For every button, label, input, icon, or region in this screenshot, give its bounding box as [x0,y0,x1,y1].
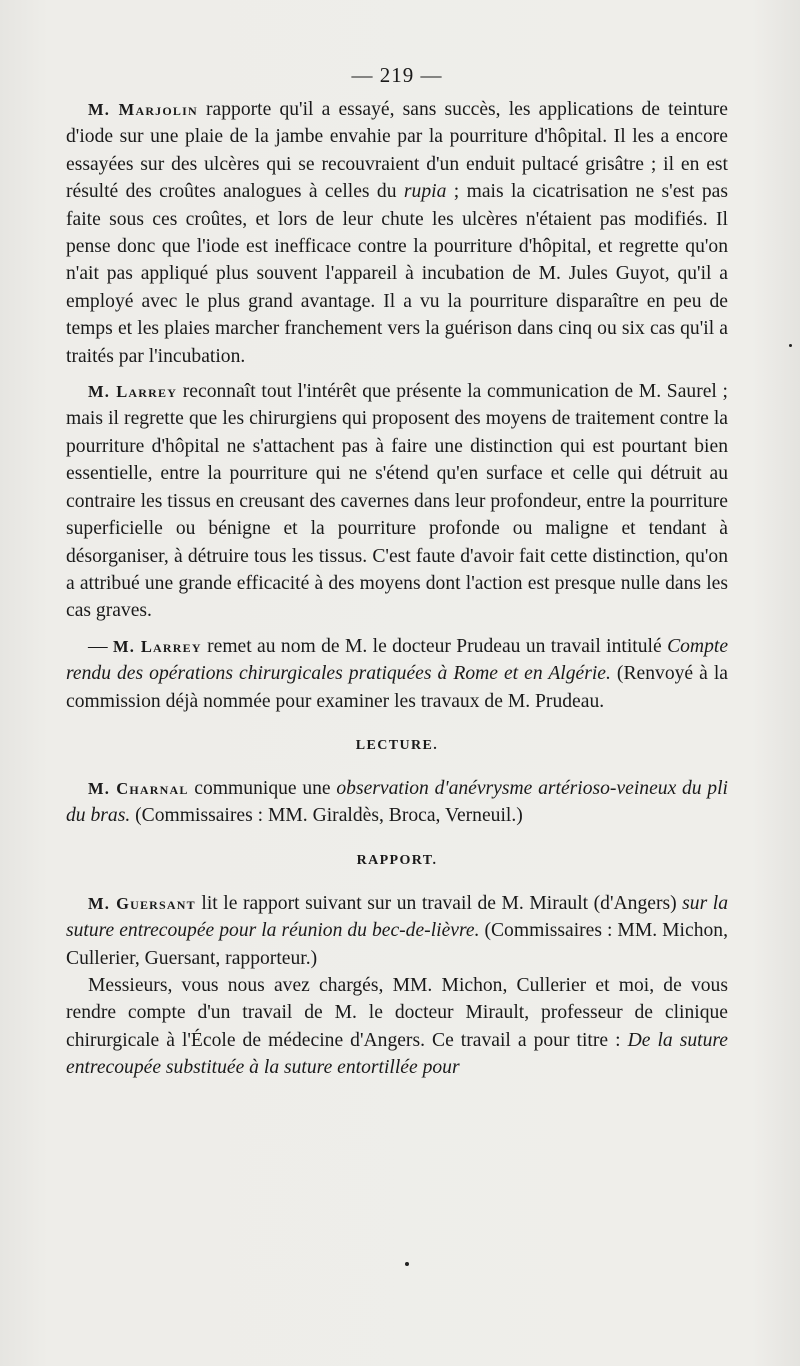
italic-title: sur la suture entrecoupée pour la réunion du bec-de-lièvre. [66,892,729,942]
ink-speck [789,344,792,347]
paragraph-text: ; mais la cicatrisation ne s'est pas faite sous ces croûtes, et lors de leur chute les ulcères n'étaient pas modifiés. Il pense donc que l'iode est inefficace contre la pourriture d'hôpital, et regrette qu'on n'ait pas appliqué plus souvent l'appareil à incubation de M. Jules Guyot, qu'il a employé avec le plus grand avantage. Il a vu la pourriture disparaître en peu de temps et les plaies marcher franchement vers la guérison dans cinq ou six cas qu'il a traités par l'incubation. [66,181,728,367]
italic-title: observation d'anévrysme artérioso-veineux du pli du bras. [66,777,728,827]
paragraph-larrey-1 [66,378,728,625]
paragraph-messieurs [66,972,728,1082]
speaker-name: M. Guersant [88,893,196,913]
italic-title: De la suture entrecoupée substituée à la suture entortillée pour [66,1029,728,1079]
paragraph-marjolin [66,96,728,370]
speaker-name: M. Larrey [88,382,178,402]
italic-term: rupia [403,181,447,203]
em-dash: — [88,635,113,657]
italic-title: Compte rendu des opérations chirurgicales pratiquées à Rome et en Algérie. [66,635,729,685]
paragraph-guersant [66,890,728,972]
paragraph-larrey-2 [66,633,728,715]
paragraph-text: Messieurs, vous nous avez chargés, MM. Michon, Cullerier et moi, de vous rendre compte d'un travail de M. le docteur Mirault, professeur de clinique chirurgicale à l'École de médecine d'Angers. Ce travail a pour titre : [66,974,728,1051]
section-title-lecture: LECTURE. [355,737,439,753]
paragraph-text: (Commissaires : MM. Michon, Cullerier, Guersant, rapporteur.) [66,920,728,969]
paragraph-text: remet au nom de M. le docteur Prudeau un travail intitulé [201,635,668,657]
paragraph-text: (Renvoyé à la commission déjà nommée pour examiner les travaux de M. Prudeau. [66,663,728,712]
paragraph-charnal [66,775,728,830]
speaker-name: M. Larrey [112,636,202,656]
paragraph-text: (Commissaires : MM. Giraldès, Broca, Verneuil.) [130,805,523,827]
paragraph-text: rapporte qu'il a essayé, sans succès, les applications de teinture d'iode sur une plaie de la jambe envahie par la pourriture d'hôpital. Il les a encore essayées sur des ulcères qui se recouvraient d'un enduit pultacé grisâtre ; il en est résulté des croûtes analogues à celles du [66,99,728,203]
paragraph-text: lit le rapport suivant sur un travail de M. Mirault (d'Angers) [195,892,683,914]
page-number: — 219 — [351,63,443,87]
section-title-rapport: RAPPORT. [356,852,438,868]
paragraph-text: reconnaît tout l'intérêt que présente la communication de M. Saurel ; mais il regrette que les chirurgiens qui proposent des moyens de traitement contre la pourriture d'hôpital ne s'attachent pas à faire une distinction qui est pourtant bien essentielle, entre la pourriture qui ne s'étend qu'en surface et celle qui détruit au contraire les tissus en creusant des cavernes dans leur profondeur, entre la pourriture superficielle ou bénigne et la pourriture profonde ou maligne et tendant à désorganiser, à détruire tous les tissus. C'est faute d'avoir fait cette distinction, qu'on a attribué une grande efficacité à des moyens dont l'action est presque nulle dans les cas graves. [66,381,729,622]
speaker-name: M. Marjolin [88,100,198,119]
paragraph-text: communique une [188,777,337,799]
speaker-name: M. Charnal [88,778,189,798]
ink-speck [405,1262,409,1266]
